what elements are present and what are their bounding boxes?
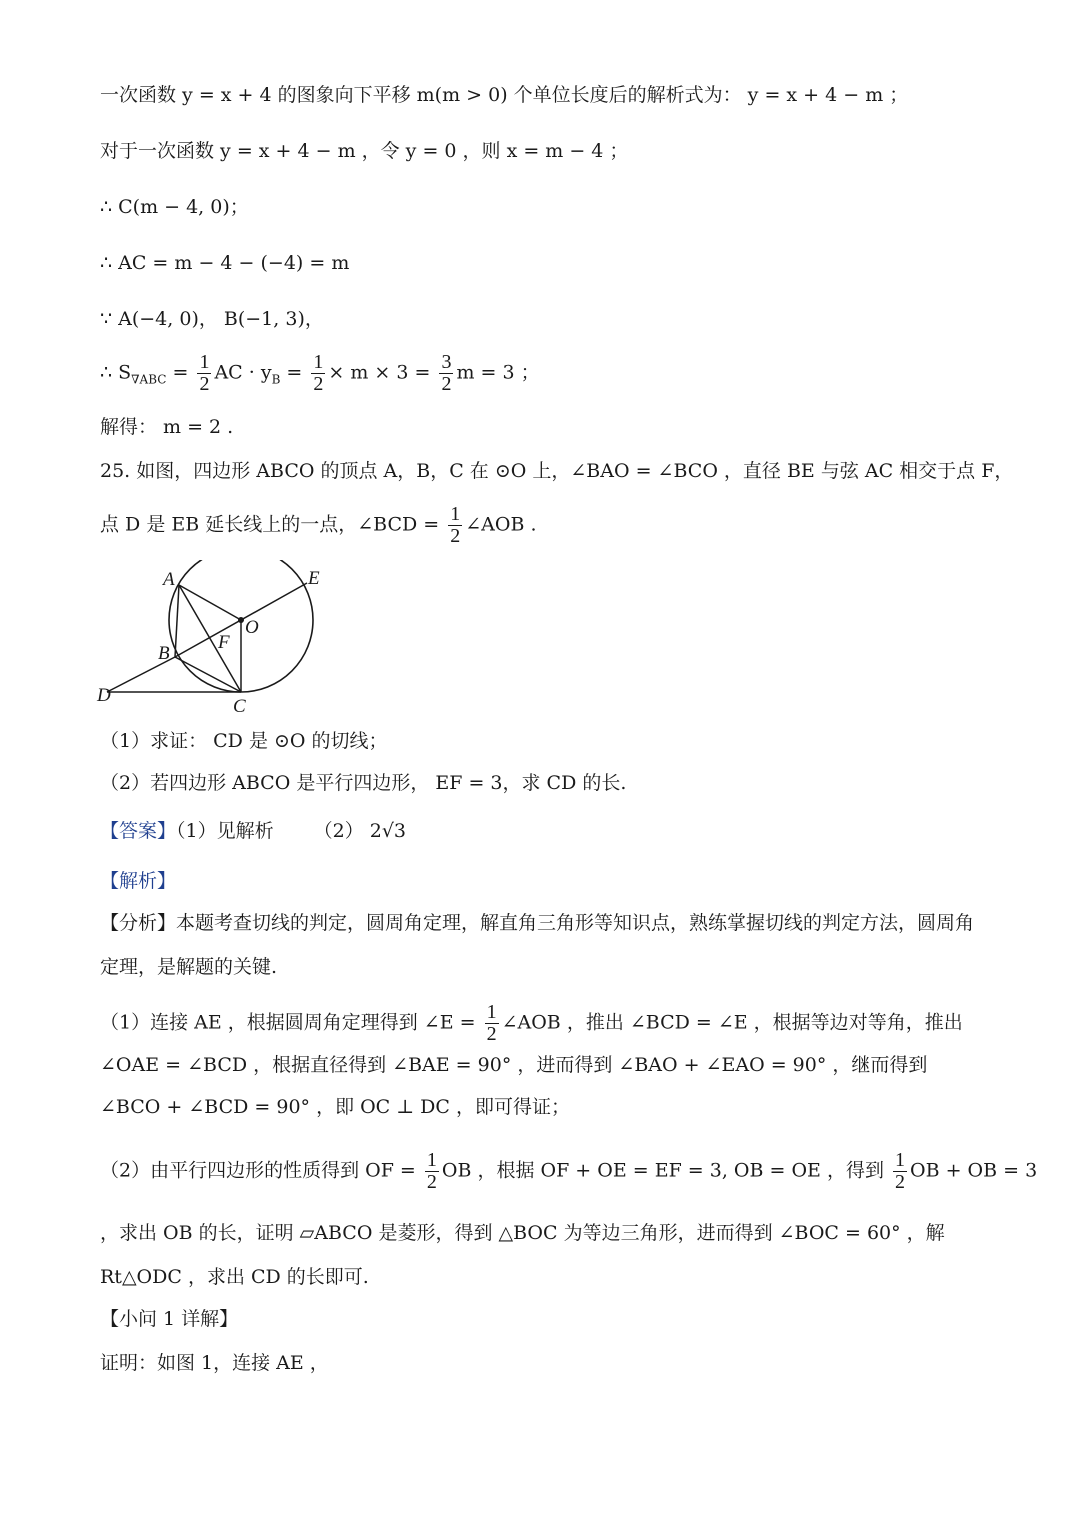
frac-den: 2	[199, 373, 210, 395]
frac-num: 1	[486, 1001, 497, 1023]
sub-answer-1-tag: 【小问 1 详解】	[100, 1308, 239, 1330]
part2-line-c: Rt△ODC ，求出 CD 的长即可.	[100, 1266, 369, 1288]
label-b: B	[158, 643, 170, 664]
label-c: C	[233, 696, 246, 717]
line-3: ∴ C(m − 4, 0)；	[100, 196, 249, 218]
part1-line-a	[100, 1002, 963, 1045]
sub-question-1: （1）求证： CD 是 ⊙O 的切线；	[100, 730, 388, 752]
part2-line-a	[100, 1150, 1037, 1193]
area-eq2: =	[280, 361, 309, 384]
fraction-half-p1	[485, 1002, 499, 1045]
frac-num: 1	[450, 503, 461, 525]
line-1: 一次函数 y = x + 4 的图象向下平移 m(m > 0) 个单位长度后的解析式为： y = x + 4 − m ；	[100, 84, 909, 106]
frac-num: 1	[313, 351, 324, 373]
line-2: 对于一次函数 y = x + 4 − m ，令 y = 0 ，则 x = m − 4 ；	[100, 140, 629, 162]
frac-den: 2	[426, 1171, 437, 1193]
part2-line-b: ，求出 OB 的长，证明 ▱ABCO 是菱形，得到 △BOC 为等边三角形，进而得到 ∠BOC = 60° ，解	[100, 1222, 945, 1244]
center-dot	[238, 617, 244, 623]
frac-den: 2	[450, 525, 461, 547]
area-prefix: ∴ S	[100, 361, 132, 384]
answer-1: （1）见解析	[176, 820, 274, 842]
q25-b-part1: 点 D 是 EB 延长线上的一点，∠BCD =	[100, 513, 446, 536]
question-25-line-b	[100, 504, 537, 547]
frac-den: 2	[441, 373, 452, 395]
answer-tag: 【答案】	[100, 820, 177, 842]
frac-den: 2	[486, 1023, 497, 1045]
line-solve: 解得： m = 2 .	[100, 416, 234, 438]
line-4: ∴ AC = m − 4 − (−4) = m	[100, 252, 350, 274]
frac-num: 1	[426, 1149, 437, 1171]
p1-a-part1: （1）连接 AE ，根据圆周角定理得到 ∠E =	[100, 1011, 482, 1034]
proof-start: 证明：如图 1，连接 AE ，	[100, 1352, 329, 1374]
label-f: F	[218, 632, 230, 653]
label-o: O	[245, 617, 259, 638]
analysis-tag: 【解析】	[100, 870, 177, 892]
fraction-half-q25	[448, 504, 462, 547]
fraction-half-p2b	[893, 1150, 907, 1193]
frac-num: 1	[895, 1149, 905, 1171]
geometry-figure	[95, 560, 335, 720]
fenxi-text-a: 本题考查切线的判定，圆周角定理，解直角三角形等知识点，熟练掌握切线的判定方法，圆周角	[176, 912, 975, 934]
fraction-three-halves	[439, 352, 453, 395]
fenxi-tag: 【分析】	[100, 912, 177, 934]
fraction-half-2	[311, 352, 325, 395]
p2-a-part1: （2）由平行四边形的性质得到 OF =	[100, 1159, 422, 1182]
area-end: m = 3 ；	[456, 361, 540, 384]
area-ac-yb: AC · y	[214, 361, 272, 384]
answer-line	[100, 820, 406, 843]
part1-line-b: ∠OAE = ∠BCD ，根据直径得到 ∠BAE = 90° ，进而得到 ∠BAO + ∠EAO = 90° ，继而得到	[100, 1054, 928, 1076]
part1-line-c: ∠BCO + ∠BCD = 90° ，即 OC ⊥ DC ，即可得证；	[100, 1096, 570, 1118]
q25-b-part2: ∠AOB .	[465, 513, 537, 536]
area-subscript: ∇ABC	[131, 372, 167, 387]
p1-a-part2: ∠AOB ，推出 ∠BCD = ∠E ，根据等边对等角，推出	[501, 1011, 963, 1034]
line-5: ∵ A(−4, 0)， B(−1, 3)，	[100, 308, 324, 330]
area-formula-line	[100, 352, 540, 395]
label-a: A	[163, 569, 175, 590]
answer-2: （2） 2√3	[313, 820, 407, 842]
fraction-half-p2a	[425, 1150, 439, 1193]
fraction-half-1	[197, 352, 211, 395]
area-times: × m × 3 =	[328, 361, 437, 384]
frac-num: 3	[441, 351, 452, 373]
frac-den: 2	[895, 1171, 905, 1193]
line-ab	[175, 585, 179, 657]
fenxi-line-b: 定理，是解题的关键.	[100, 956, 278, 978]
fenxi-line-a	[100, 912, 974, 935]
p2-a-part3: OB + OB = 3	[910, 1159, 1038, 1182]
question-25-line-a: 25. 如图，四边形 ABCO 的顶点 A，B，C 在 ⊙O 上，∠BAO = ∠BCO ，直径 BE 与弦 AC 相交于点 F，	[100, 460, 1014, 482]
area-eq1: =	[166, 361, 195, 384]
sub-question-2: （2）若四边形 ABCO 是平行四边形， EF = 3，求 CD 的长.	[100, 772, 627, 794]
label-e: E	[308, 568, 320, 589]
yb-subscript: B	[271, 372, 281, 387]
label-d: D	[97, 685, 111, 706]
frac-den: 2	[313, 373, 324, 395]
frac-num: 1	[199, 351, 210, 373]
p2-a-part2: OB ，根据 OF + OE = EF = 3, OB = OE ，得到	[441, 1159, 890, 1182]
